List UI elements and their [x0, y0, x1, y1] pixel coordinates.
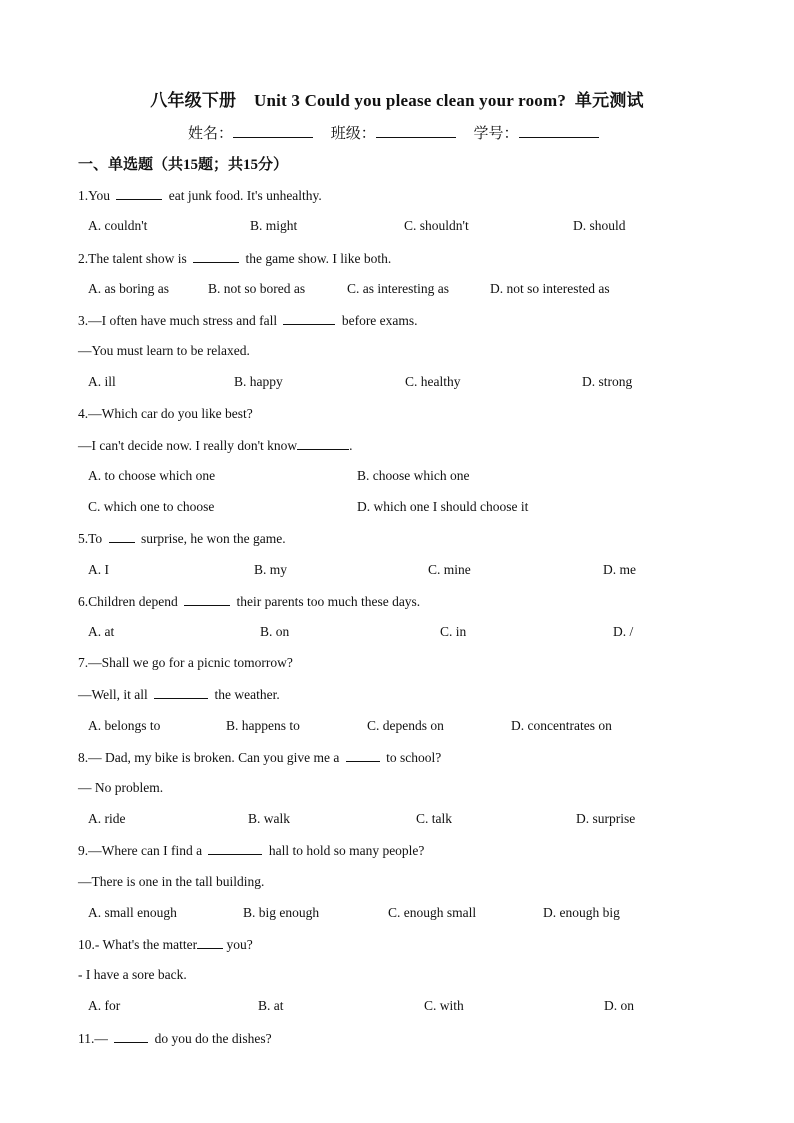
q8-option-b[interactable]: B. walk	[248, 811, 290, 826]
q4-option-b[interactable]: B. choose which one	[357, 468, 470, 483]
q6-option-d[interactable]: D. /	[613, 624, 634, 639]
question-9-stem: 9.—Where can I find a hall to hold so many people?	[78, 843, 425, 858]
answer-blank	[297, 437, 349, 450]
q10-option-a[interactable]: A. for	[88, 998, 121, 1013]
name-blank[interactable]	[233, 123, 313, 138]
q7-option-b[interactable]: B. happens to	[226, 718, 300, 733]
q5-option-c[interactable]: C. mine	[428, 562, 471, 577]
q1-option-b[interactable]: B. might	[250, 218, 298, 233]
q1-option-d[interactable]: D. should	[573, 218, 626, 233]
q7-option-a[interactable]: A. belongs to	[88, 718, 161, 733]
question-1-stem: 1.You eat junk food. It's unhealthy.	[78, 188, 322, 203]
student-info-line	[188, 122, 613, 143]
q6-option-a[interactable]: A. at	[88, 624, 115, 639]
question-5-stem: 5.To surprise, he won the game.	[78, 531, 286, 546]
page-title: 八年级下册 Unit 3 Could you please clean your room? 单元测试	[150, 91, 644, 110]
q5-option-d[interactable]: D. me	[603, 562, 636, 577]
question-4-stem: 4.—Which car do you like best?	[78, 406, 253, 421]
q6-option-c[interactable]: C. in	[440, 624, 467, 639]
answer-blank	[346, 749, 380, 762]
answer-blank	[283, 312, 335, 325]
question-8-stem: 8.— Dad, my bike is broken. Can you give me a to school?	[78, 750, 442, 765]
question-4-reply: —I can't decide now. I really don't know .	[78, 438, 353, 453]
q8-option-d[interactable]: D. surprise	[576, 811, 636, 826]
q2-option-b[interactable]: B. not so bored as	[208, 281, 306, 296]
class-blank[interactable]	[376, 123, 456, 138]
question-7-reply: —Well, it all the weather.	[78, 687, 280, 702]
question-9-reply: —There is one in the tall building.	[78, 874, 265, 889]
q4-option-c[interactable]: C. which one to choose	[88, 499, 215, 514]
answer-blank	[184, 593, 230, 606]
q9-option-d[interactable]: D. enough big	[543, 905, 620, 920]
q5-option-b[interactable]: B. my	[254, 562, 288, 577]
q6-option-b[interactable]: B. on	[260, 624, 290, 639]
answer-blank	[208, 842, 262, 855]
q3-option-a[interactable]: A. ill	[88, 374, 116, 389]
question-3-reply: —You must learn to be relaxed.	[78, 343, 250, 358]
answer-blank	[154, 686, 208, 699]
q4-option-d[interactable]: D. which one I should choose it	[357, 499, 529, 514]
question-6-stem: 6.Children depend their parents too much these days.	[78, 594, 421, 609]
answer-blank	[193, 250, 239, 263]
q10-option-b[interactable]: B. at	[258, 998, 284, 1013]
answer-blank	[114, 1030, 148, 1043]
number-blank[interactable]	[519, 123, 599, 138]
q9-option-c[interactable]: C. enough small	[388, 905, 477, 920]
q8-option-a[interactable]: A. ride	[88, 811, 126, 826]
q1-option-a[interactable]: A. couldn't	[88, 218, 148, 233]
question-7-stem: 7.—Shall we go for a picnic tomorrow?	[78, 655, 293, 670]
class-label: 班级：	[330, 126, 376, 142]
q8-option-c[interactable]: C. talk	[416, 811, 452, 826]
answer-blank	[109, 530, 135, 543]
q10-option-c[interactable]: C. with	[424, 998, 464, 1013]
q10-option-d[interactable]: D. on	[604, 998, 634, 1013]
q2-option-d[interactable]: D. not so interested as	[490, 281, 610, 296]
answer-blank	[116, 187, 162, 200]
question-10-reply: - I have a sore back.	[78, 967, 187, 982]
name-label: 姓名：	[188, 126, 234, 142]
q3-option-d[interactable]: D. strong	[582, 374, 633, 389]
q1-option-c[interactable]: C. shouldn't	[404, 218, 469, 233]
question-2-stem: 2.The talent show is the game show. I like both.	[78, 251, 392, 266]
q9-option-a[interactable]: A. small enough	[88, 905, 177, 920]
q7-option-d[interactable]: D. concentrates on	[511, 718, 612, 733]
q2-option-a[interactable]: A. as boring as	[88, 281, 169, 296]
q3-option-c[interactable]: C. healthy	[405, 374, 461, 389]
question-11-stem: 11.— do you do the dishes?	[78, 1031, 272, 1046]
q4-option-a[interactable]: A. to choose which one	[88, 468, 216, 483]
q7-option-c[interactable]: C. depends on	[367, 718, 444, 733]
q9-option-b[interactable]: B. big enough	[243, 905, 320, 920]
q5-option-a[interactable]: A. I	[88, 562, 109, 577]
section-heading: 一、单选题（共15题；共15分）	[78, 157, 289, 173]
question-10-stem: 10.- What's the matter you?	[78, 937, 253, 952]
q3-option-b[interactable]: B. happy	[234, 374, 283, 389]
q2-option-c[interactable]: C. as interesting as	[347, 281, 449, 296]
answer-blank	[197, 936, 223, 949]
number-label: 学号：	[473, 126, 519, 142]
question-3-stem: 3.—I often have much stress and fall before exams.	[78, 313, 418, 328]
question-8-reply: — No problem.	[78, 780, 164, 795]
